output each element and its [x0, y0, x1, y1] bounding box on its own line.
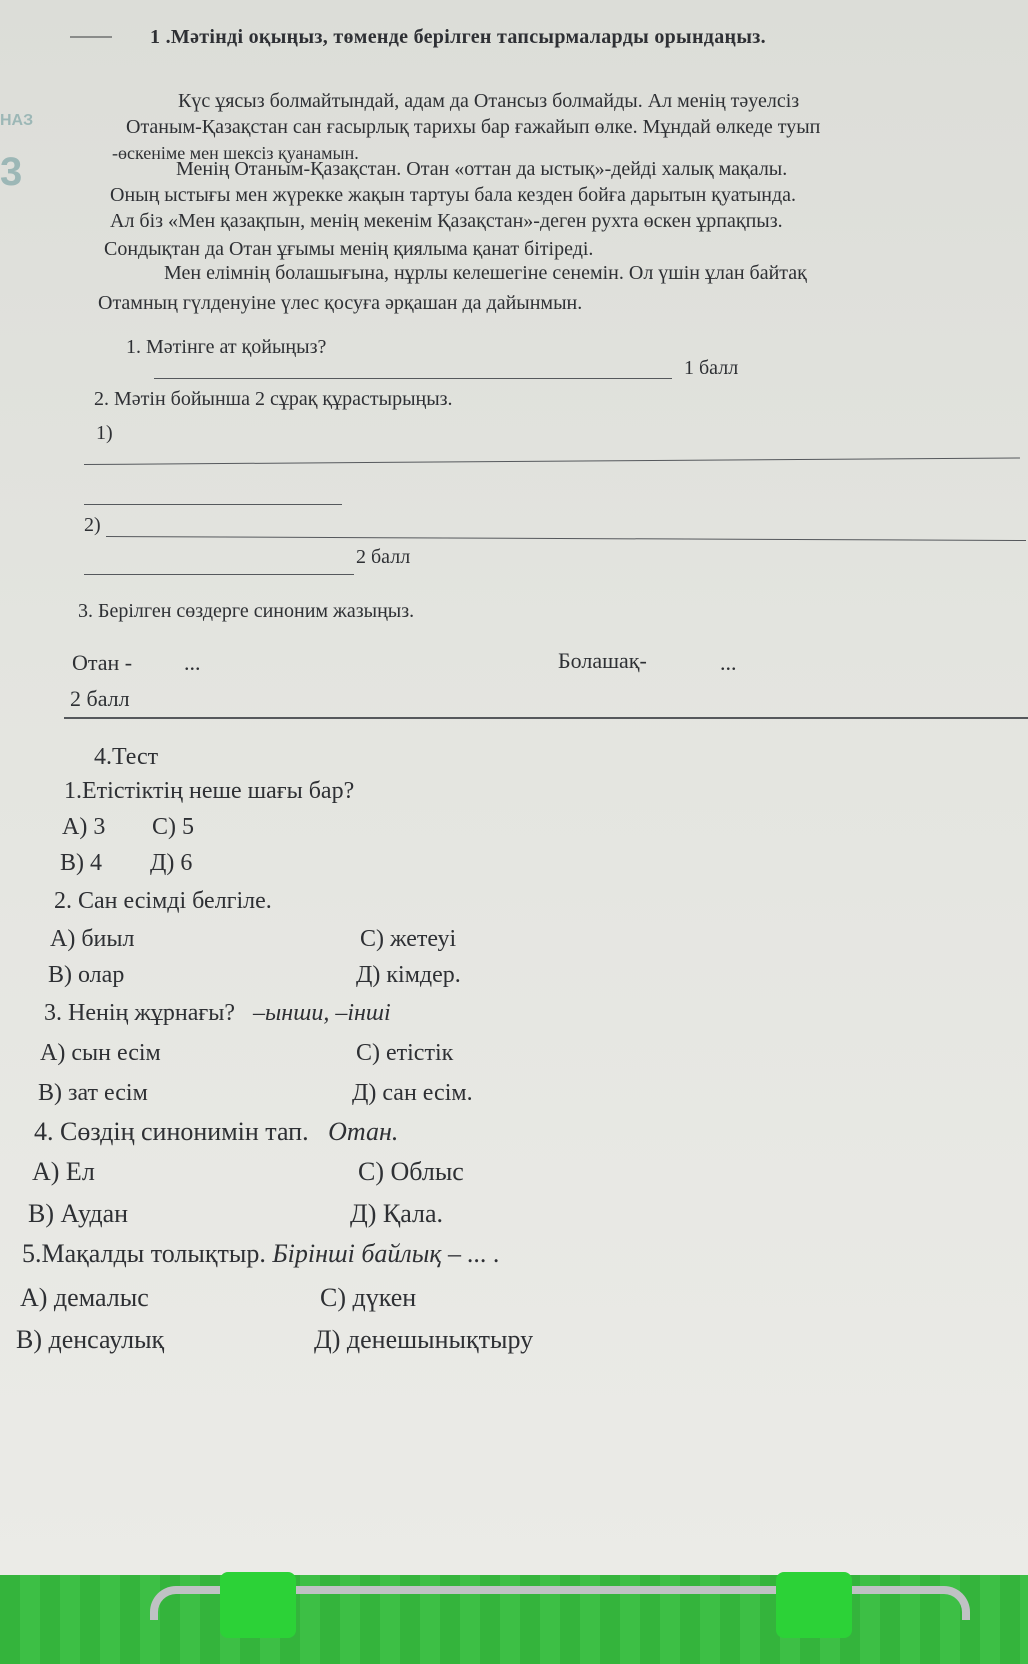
paragraph-line-2: Отаным-Қазақстан сан ғасырлық тарихы бар ғажайып өлке. Мұндай өлкеде туып	[126, 116, 821, 138]
test-q3-option-b[interactable]: В) зат есім	[38, 1080, 148, 1106]
task-heading: 1 .Мәтінді оқыңыз, төменде берілген тапсырмаларды орындаңыз.	[150, 26, 766, 48]
test-q4-suffix: Отан.	[328, 1117, 399, 1146]
task2-answer-line-2a[interactable]	[106, 536, 1026, 541]
task2-question: 2. Мәтін бойынша 2 сұрақ құрастырыңыз.	[94, 388, 453, 410]
test-q2-option-c[interactable]: С) жетеуі	[360, 926, 457, 952]
task2-answer-line-1b[interactable]	[84, 504, 342, 505]
task1-score: 1 балл	[684, 357, 739, 379]
task2-answer-line-1a[interactable]	[84, 457, 1020, 465]
margin-label: НАЗ	[0, 112, 34, 129]
test-q2-option-d[interactable]: Д) кімдер.	[356, 962, 461, 988]
test-q3-option-c[interactable]: С) етістік	[356, 1040, 454, 1066]
task2-answer-line-2b[interactable]	[84, 574, 354, 575]
test-q5-option-c[interactable]: С) дүкен	[320, 1283, 417, 1312]
paragraph-line-1: Күс ұясыз болмайтындай, адам да Отансыз болмайды. Ал менің тәуелсіз	[178, 90, 800, 112]
test-q5-option-d[interactable]: Д) денешынықтыру	[314, 1325, 534, 1354]
test-q1-option-b[interactable]: В) 4	[60, 850, 102, 876]
test-q1: 1.Етістіктің неше шағы бар?	[64, 778, 355, 804]
task2-item2: 2)	[84, 514, 101, 536]
test-q5-option-a[interactable]: А) демалыс	[20, 1283, 149, 1312]
paragraph-line-7: Сондықтан да Отан ұғымы менің қиялыма қанат бітіреді.	[104, 238, 594, 260]
test-q3	[44, 1000, 391, 1026]
test-q5	[22, 1240, 500, 1268]
test-q1-option-c[interactable]: С) 5	[152, 814, 194, 840]
test-q1-option-d[interactable]: Д) 6	[150, 850, 193, 876]
section-divider	[64, 717, 1028, 719]
test-q3-option-d[interactable]: Д) сан есім.	[352, 1080, 473, 1106]
test-q4-text: 4. Сөздің синонимін тап.	[34, 1117, 309, 1146]
test-q4-option-a[interactable]: А) Ел	[32, 1157, 95, 1186]
task3-score: 2 балл	[70, 686, 130, 711]
test-q4	[34, 1118, 398, 1146]
margin-digit: 3	[0, 150, 23, 194]
test-q2-option-b[interactable]: В) олар	[48, 962, 125, 988]
stand-clip-left	[220, 1572, 296, 1638]
task2-score: 2 балл	[356, 546, 411, 568]
paragraph-line-3: -өскеніме мен шексіз қуанамын.	[112, 143, 359, 163]
task1-answer-line[interactable]	[154, 378, 672, 379]
test-q5-text: 5.Мақалды толықтыр.	[22, 1239, 266, 1268]
paragraph-line-9: Отамның гүлденуіне үлес қосуға әрқашан да дайынмын.	[98, 292, 583, 314]
test-q3-suffix: –ынши, –інші	[253, 1000, 391, 1026]
paragraph-line-6: Ал біз «Мен қазақпын, менің мекенім Қазақстан»-деген рухта өскен ұрпақпыз.	[110, 210, 783, 232]
test-q5-option-b[interactable]: В) денсаулық	[16, 1325, 165, 1354]
pen-mark	[70, 36, 112, 38]
test-q2: 2. Сан есімді белгіле.	[54, 888, 272, 914]
stand-clip-right	[776, 1572, 852, 1638]
test-q4-option-c[interactable]: С) Облыс	[358, 1157, 464, 1186]
paragraph-line-4: Менің Отаным-Қазақстан. Отан «оттан да ыстық»-дейді халық мақалы.	[176, 158, 788, 180]
test-q4-option-b[interactable]: В) Аудан	[28, 1199, 129, 1228]
task3-word1: Отан -	[72, 650, 133, 675]
test-q5-suffix: Бірінші байлық – ... .	[272, 1239, 501, 1268]
task3-blank1[interactable]: ...	[184, 650, 201, 675]
task2-item1: 1)	[96, 422, 113, 444]
test-q4-option-d[interactable]: Д) Қала.	[350, 1199, 444, 1228]
task1-question: 1. Мәтінге ат қойыңыз?	[126, 336, 327, 358]
test-title: 4.Тест	[94, 744, 159, 770]
test-q3-option-a[interactable]: А) сын есім	[40, 1040, 161, 1066]
test-q1-option-a[interactable]: А) 3	[62, 814, 106, 840]
task3-question: 3. Берілген сөздерге синоним жазыңыз.	[78, 600, 415, 622]
test-q3-text: 3. Ненің жұрнағы?	[44, 1000, 236, 1026]
paragraph-line-8: Мен елімнің болашығына, нұрлы келешегіне сенемін. Ол үшін ұлан байтақ	[164, 262, 807, 284]
task3-word2: Болашақ-	[558, 648, 647, 673]
task3-blank2[interactable]: ...	[720, 650, 737, 675]
paragraph-line-5: Оның ыстығы мен жүрекке жақын тартуы бала кезден бойға дарытын қуатында.	[110, 184, 797, 206]
test-q2-option-a[interactable]: А) биыл	[50, 926, 135, 952]
